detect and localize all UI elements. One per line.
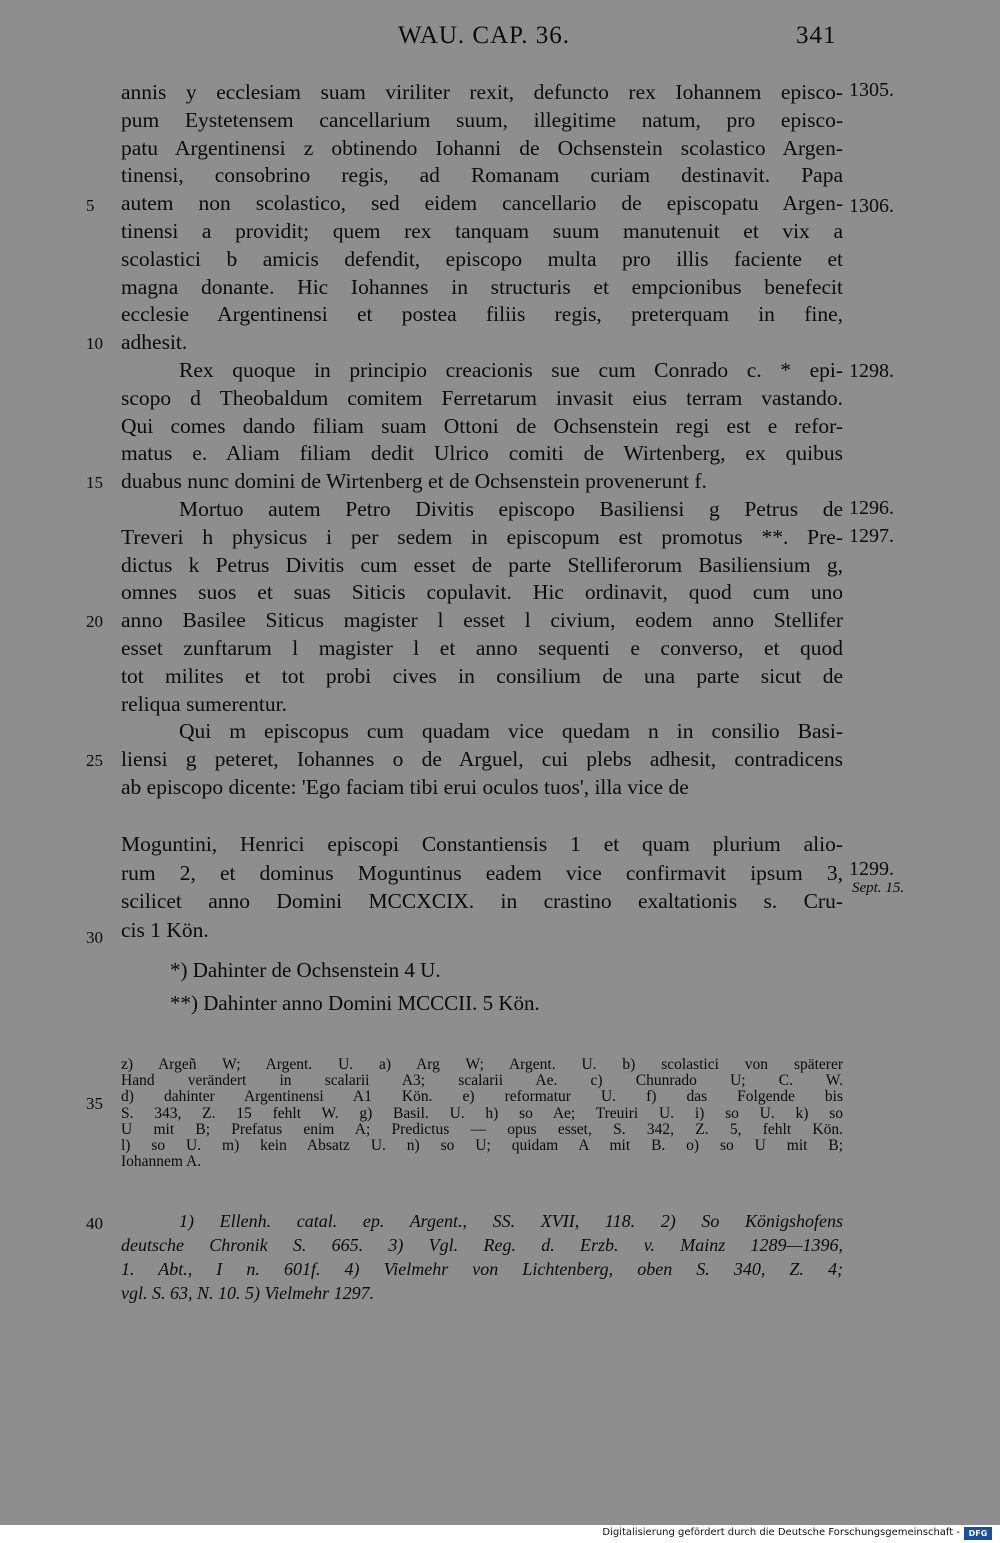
page-number: 341 <box>796 22 837 49</box>
text-line: Qui m episcopus cum quadam vice quedam n in consilio Basi- <box>179 719 843 744</box>
line-number: 35 <box>86 1094 103 1113</box>
margin-date: Sept. 15. <box>852 880 905 896</box>
margin-year: 1298. <box>849 360 894 382</box>
margin-year: 1306. <box>849 195 894 217</box>
text-line: adhesit. <box>121 330 188 355</box>
text-line: esset zunftarum l magister l et anno sequenti e converso, et quod <box>121 636 843 660</box>
text-line: d) dahinter Argentinensi A1 Kön. e) reformatur U. f) das Folgende bis <box>121 1088 843 1106</box>
line-number: 15 <box>86 473 103 492</box>
line-number: 10 <box>86 334 103 353</box>
text-line: deutsche Chronik S. 665. 3) Vgl. Reg. d. Erzb. v. Mainz 1289—1396, <box>121 1235 843 1255</box>
text-line: ab episcopo dicente: 'Ego faciam tibi erui oculos tuos', illa vice de <box>121 775 689 799</box>
text-line: U mit B; Prefatus enim A; Predictus — opus esset, S. 342, Z. 5, fehlt Kön. <box>121 1120 843 1138</box>
text-line: ecclesie Argentinensi et postea filiis regis, preterquam in fine, <box>121 302 843 327</box>
text-line: Moguntini, Henrici episcopi Constantiensis 1 et quam plurium alio- <box>121 832 843 856</box>
text-line: liensi g peteret, Iohannes o de Arguel, cui plebs adhesit, contradicens <box>121 747 843 772</box>
text-line: cis 1 Kön. <box>121 917 209 942</box>
text-line: scolastici b amicis defendit, episcopo multa pro illis faciente et <box>121 246 843 271</box>
text-line: autem non scolastico, sed eidem cancellario de episcopatu Argen- <box>121 191 843 216</box>
line-number: 20 <box>86 612 103 631</box>
margin-year: 1296. <box>849 497 894 519</box>
text-line: Treveri h physicus i per sedem in episcopum est promotus **. Pre- <box>121 524 843 549</box>
text-line: matus e. Aliam filiam dedit Ulrico comiti de Wirtenberg, ex quibus <box>121 441 843 466</box>
text-line: tot milites et tot probi cives in consilium de una parte sicut de <box>121 663 843 688</box>
star-note: **) Dahinter anno Domini MCCCII. 5 Kön. <box>170 991 540 1015</box>
running-head: WAU. CAP. 36. <box>398 22 571 49</box>
text-line: tinensi, consobrino regis, ad Romanam curiam destinavit. Papa <box>121 163 843 188</box>
text-line: annis y ecclesiam suam viriliter rexit, defuncto rex Iohannem episco- <box>121 80 843 104</box>
text-line: 1. Abt., I n. 601f. 4) Vielmehr von Lichtenberg, oben S. 340, Z. 4; <box>121 1259 843 1279</box>
text-line: S. 343, Z. 15 fehlt W. g) Basil. U. h) so Ae; Treuiri U. i) so U. k) so <box>121 1104 843 1122</box>
text-line: tinensi a providit; quem rex tanquam suum manutenuit et vix a <box>121 219 843 243</box>
text-line: 1) Ellenh. catal. ep. Argent., SS. XVII, 118. 2) So Königshofens <box>179 1211 843 1231</box>
text-line: Iohannem A. <box>121 1153 202 1171</box>
text-line: Qui comes dando filiam suam Ottoni de Ochsenstein regi est e refor- <box>121 413 843 438</box>
text-line: omnes suos et suas Siticis copulavit. Hic ordinavit, quod cum uno <box>121 580 843 605</box>
line-number: 30 <box>86 928 103 947</box>
funding-notice: Digitalisierung gefördert durch die Deutsche Forschungsgemeinschaft - <box>602 1527 960 1538</box>
dfg-logo: DFG <box>964 1527 992 1540</box>
text-line: rum 2, et dominus Moguntinus eadem vice confirmavit ipsum 3, <box>121 860 843 885</box>
margin-year: 1297. <box>849 525 894 547</box>
text-line: z) Argeñ W; Argent. U. a) Arg W; Argent. U. b) scolastici von späterer <box>121 1056 843 1073</box>
text-line: Mortuo autem Petro Divitis episcopo Basiliensi g Petrus de <box>179 497 843 521</box>
margin-year: 1299. <box>849 858 894 880</box>
text-line: Hand verändert in scalarii A3; scalarii Ae. c) Chunrado U; C. W. <box>121 1072 843 1090</box>
text-line: scilicet anno Domini MCCXCIX. in crastino exaltationis s. Cru- <box>121 889 843 913</box>
text-line: pum Eystetensem cancellarium suum, illegitime natum, pro episco- <box>121 107 843 132</box>
text-line: reliqua sumerentur. <box>121 691 287 716</box>
star-note: *) Dahinter de Ochsenstein 4 U. <box>170 958 441 982</box>
footer-bar <box>0 1525 1000 1543</box>
text-line: vgl. S. 63, N. 10. 5) Vielmehr 1297. <box>121 1283 375 1303</box>
text-line: l) so U. m) kein Absatz U. n) so U; quidam A mit B. o) so U mit B; <box>121 1137 843 1154</box>
line-number: 5 <box>86 196 95 215</box>
text-line: dictus k Petrus Divitis cum esset de parte Stelliferorum Basiliensium g, <box>121 552 843 577</box>
line-number: 25 <box>86 751 103 770</box>
text-line: patu Argentinensi z obtinendo Iohanni de Ochsenstein scolastico Argen- <box>121 135 843 160</box>
margin-year: 1305. <box>849 79 894 101</box>
text-line: duabus nunc domini de Wirtenberg et de Ochsenstein provenerunt f. <box>121 469 707 494</box>
text-line: anno Basilee Siticus magister l esset l civium, eodem anno Stellifer <box>121 608 843 633</box>
text-line: scopo d Theobaldum comitem Ferretarum invasit eius terram vastando. <box>121 385 843 410</box>
text-line: Rex quoque in principio creacionis sue cum Conrado c. * epi- <box>179 358 843 382</box>
line-number: 40 <box>86 1214 103 1233</box>
text-line: magna donante. Hic Iohannes in structuris et empcionibus benefecit <box>121 274 843 299</box>
